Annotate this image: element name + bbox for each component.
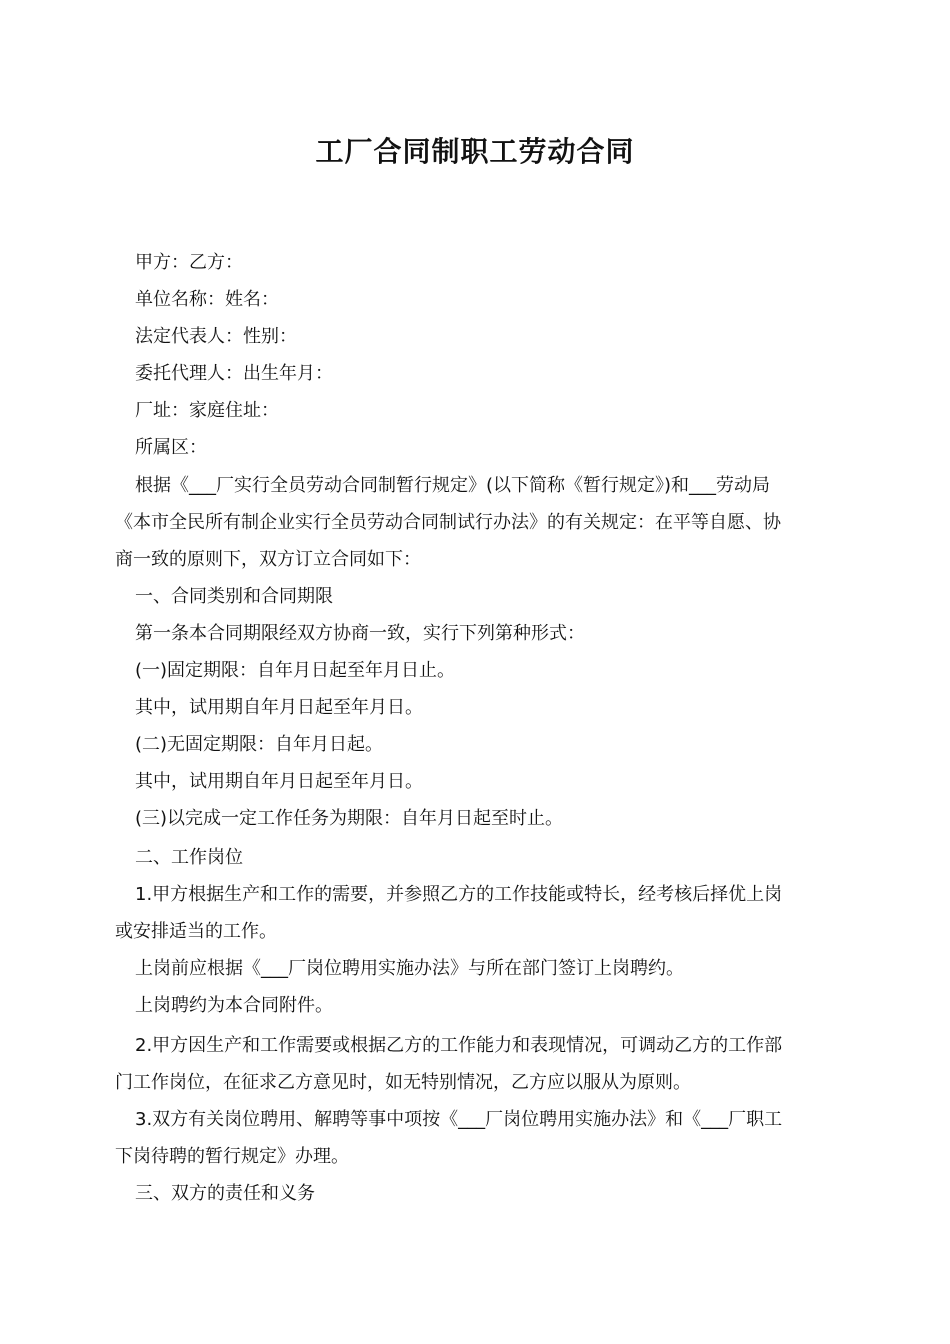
paragraph-line: (一)固定期限：自年月日起至年月日止。: [135, 660, 456, 681]
paragraph-line: 第一条本合同期限经双方协商一致，实行下列第种形式：: [135, 623, 585, 644]
paragraph-line: 2.甲方因生产和工作需要或根据乙方的工作能力和表现情况，可调动乙方的工作部: [135, 1035, 783, 1056]
document-title: 工厂合同制职工劳动合同: [315, 135, 635, 168]
address-line: 厂址：家庭住址：: [135, 400, 279, 421]
paragraph-line: 3.双方有关岗位聘用、解聘等事中项按《___厂岗位聘用实施办法》和《___厂职工: [135, 1109, 783, 1130]
paragraph-line: (二)无固定期限：自年月日起。: [135, 734, 384, 755]
paragraph-line: 商一致的原则下，双方订立合同如下：: [115, 549, 421, 570]
representative-line: 法定代表人：性别：: [135, 326, 297, 347]
party-line: 甲方：乙方：: [135, 252, 243, 273]
name-line: 单位名称：姓名：: [135, 289, 279, 310]
paragraph-line: (三)以完成一定工作任务为期限：自年月日起至时止。: [135, 808, 564, 829]
paragraph-line: 其中，试用期自年月日起至年月日。: [135, 771, 423, 792]
section-heading: 一、合同类别和合同期限: [135, 586, 333, 607]
section-heading: 二、工作岗位: [135, 847, 243, 868]
paragraph-line: 1.甲方根据生产和工作的需要，并参照乙方的工作技能或特长，经考核后择优上岗: [135, 884, 783, 905]
paragraph-line: 门工作岗位，在征求乙方意见时，如无特别情况，乙方应以服从为原则。: [115, 1072, 691, 1093]
paragraph-line: 其中，试用期自年月日起至年月日。: [135, 697, 423, 718]
paragraph-line: 上岗聘约为本合同附件。: [135, 995, 333, 1016]
agent-line: 委托代理人：出生年月：: [135, 363, 333, 384]
paragraph-line: 根据《___厂实行全员劳动合同制暂行规定》(以下简称《暂行规定》)和___劳动局: [135, 475, 771, 496]
district-line: 所属区：: [135, 437, 207, 458]
paragraph-line: 《本市全民所有制企业实行全员劳动合同制试行办法》的有关规定：在平等自愿、协: [115, 512, 781, 533]
paragraph-line: 上岗前应根据《___厂岗位聘用实施办法》与所在部门签订上岗聘约。: [135, 958, 684, 979]
paragraph-line: 下岗待聘的暂行规定》办理。: [115, 1146, 349, 1167]
section-heading: 三、双方的责任和义务: [135, 1183, 315, 1204]
paragraph-line: 或安排适当的工作。: [115, 921, 277, 942]
